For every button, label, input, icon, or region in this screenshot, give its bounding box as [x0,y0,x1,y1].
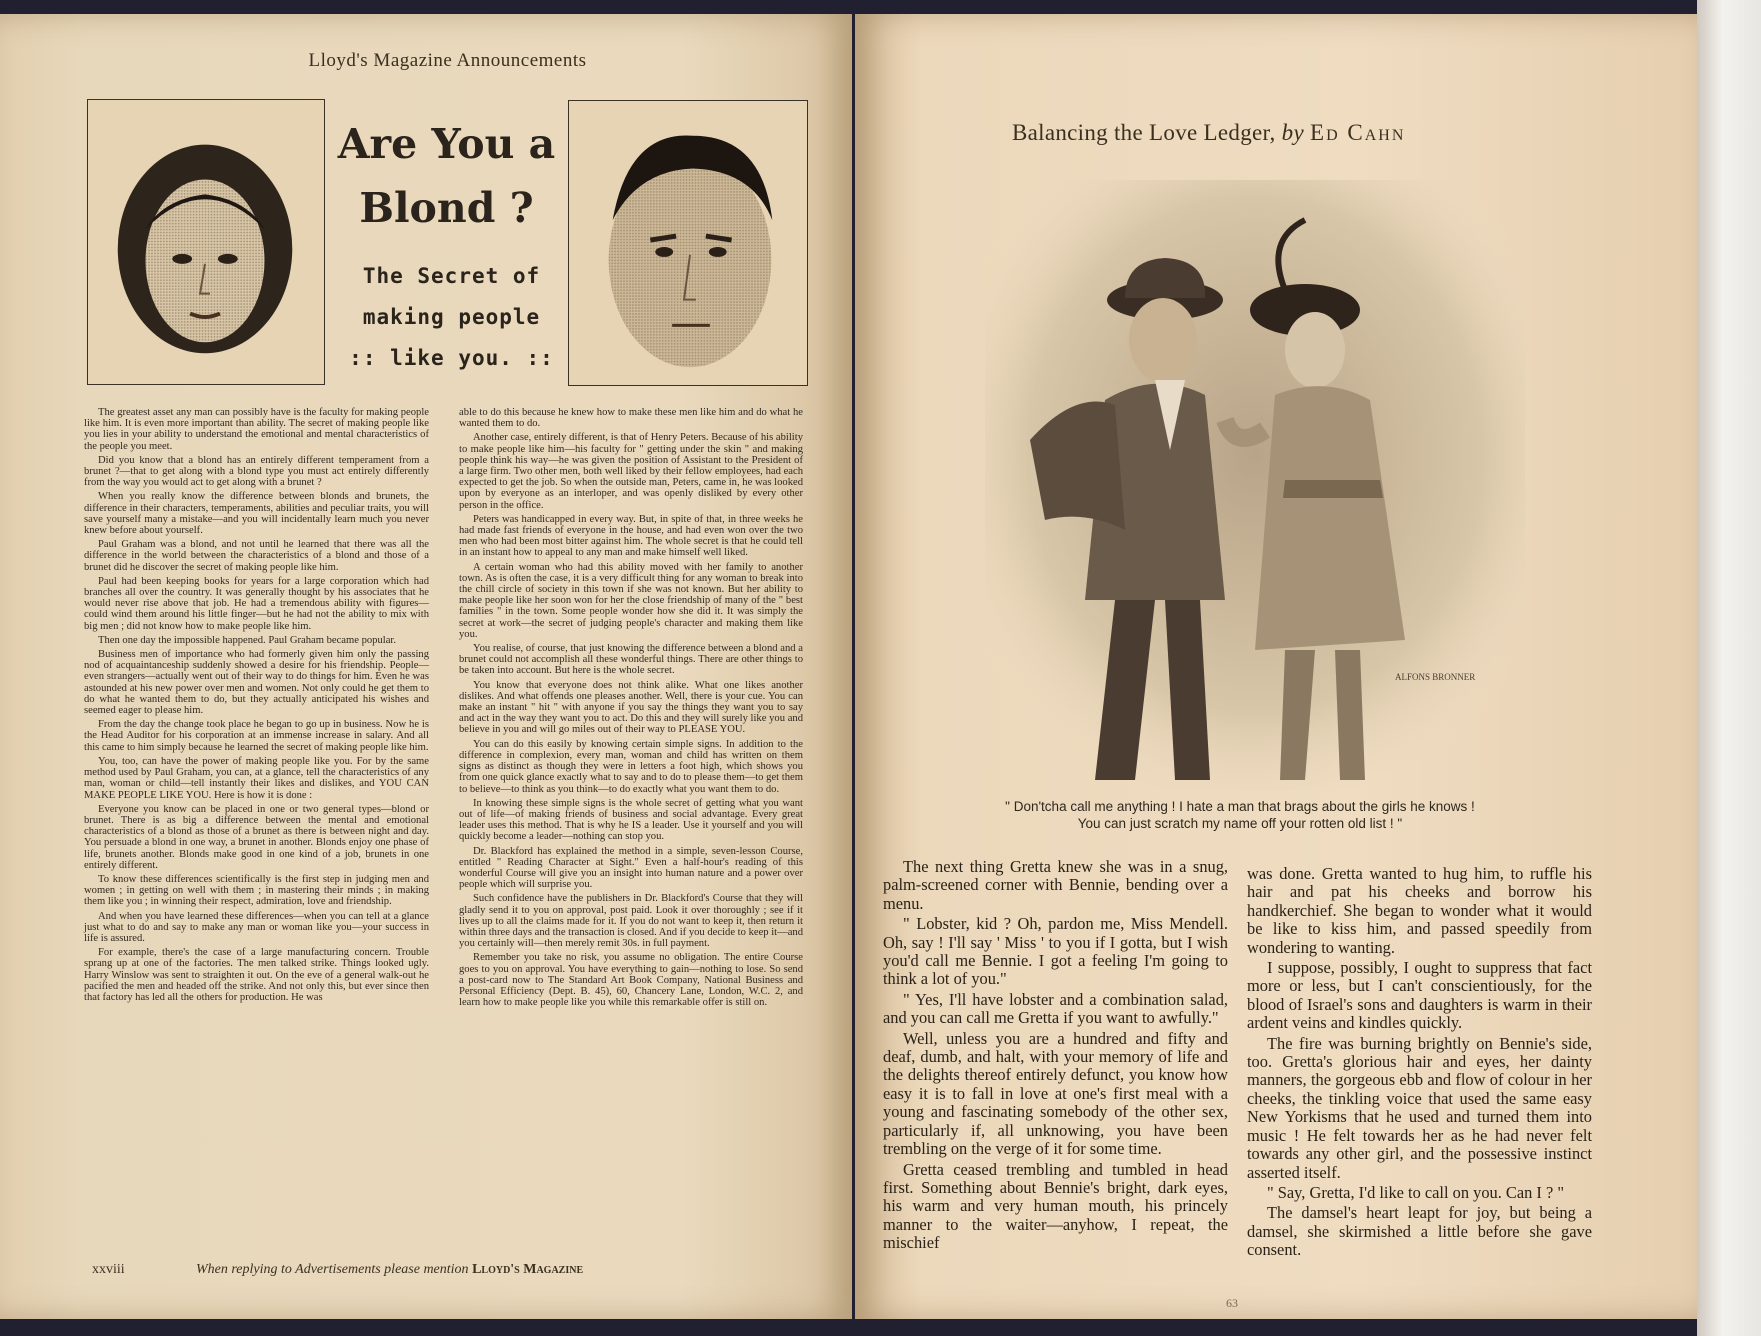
ad-paragraph: For example, there's the case of a large manufacturing concern. Trouble sprang up at one of the factories. The men talked strike. Things looked ugly. Harry Winslow was sent to straighten it out. On the eve of a general walk-out he pacified the men and headed off the strike. And not only this, but ever since then that factory has led all the others for production. He was [84,947,429,1003]
ad-paragraph: When you really know the difference between blonds and brunets, the difference in their characters, temperaments, abilities and peculiar traits, you will save yourself many a mistake—and you will incidentally learn much you never knew before about yourself. [84,491,429,537]
ad-body-column-2 [459,407,803,1011]
ad-paragraph: You realise, of course, that just knowing the difference between a blond and a brunet could not accomplish all these wonderful things. There are other things to be taken into account. But here is the whole secret. [459,643,803,677]
page-edge [1697,0,1761,1336]
page-header: Lloyd's Magazine Announcements [308,50,587,71]
ad-paragraph: Did you know that a blond has an entirely different temperament from a brunet ?—that to get along with a blond type you must act entirely differently from the way you would act to get along with a brunet ? [84,454,429,489]
story-column-1 [883,858,1228,1255]
ad-subheadline-line: :: like you. :: [349,346,554,370]
story-paragraph: " Yes, I'll have lobster and a combination salad, and you can call me Gretta if you want to awfully." [883,989,1228,1028]
ad-subheadline [330,256,573,379]
blond-woman-portrait [87,99,325,385]
story-column-2 [1247,865,1592,1262]
story-paragraph: was done. Gretta wanted to hug him, to ruffle his hair and pat his cheeks and borrow his handkerchief. She began to wonder what it would be like to kiss him, and passed speedily from wondering to wanting. [1247,864,1592,957]
ad-subheadline-line: The Secret of [362,264,541,288]
ad-paragraph: And when you have learned these differences—when you can tell at a glance just what to do and say to make any man or woman like you—your success in life is assured. [84,910,429,944]
ad-paragraph: A certain woman who had this ability moved with her family to another town. As is often the case, it is a very difficult thing for any woman to break into the chill circle of society in this town if she was not known. But her ability to make people like her soon won for her the close friendship of many of the " best families " in the town. Some people wonder how she did it. It was simply the secret at work—the secret of judging people's character and making them like you. [459,561,803,640]
ad-paragraph: Paul had been keeping books for years for a large corporation which had branches all over the country. It was generally thought by his associates that he would never rise above that job. He had a tremendous ability with figures—could wind them around his little finger—but he had not the ability to mix with big men ; did not know how to make people like him. [84,575,429,632]
ad-headline: Are You a Blond ? [337,120,556,232]
ad-paragraph: Another case, entirely different, is that of Henry Peters. Because of his ability to make people like him—his faculty for " getting under the skin " and making people think his way—he was given the position of Assistant to the President of a large firm. Two other men, both well liked by their fellow employees, had each expected to get the job. So when the outside man, Peters, came in, he was looked upon by everyone as an interloper, and was openly disliked by every other person in the office. [459,432,803,511]
illustration-signature: ALFONS BRONNER [1395,672,1476,682]
footer-notice [196,1262,583,1278]
ad-paragraph: From the day the change took place he began to go up in business. Now he is the Head Auditor for his corporation at an immense increase in salary. And all this came to him simply because he learned the secret of making people like him. [84,719,429,753]
story-title: Balancing the Love Ledger, [1012,120,1276,145]
ad-paragraph: Then one day the impossible happened. Paul Graham became popular. [98,634,397,646]
story-paragraph: The damsel's heart leapt for joy, but being a damsel, she skirmished a little before she gave consent. [1247,1203,1592,1260]
story-paragraph: The fire was burning brightly on Bennie's side, too. Gretta's glorious hair and eyes, her dainty manners, the gorgeous ebb and flow of colour in her cheeks, the tinkling voice that used the same easy New Yorkisms that he used and turned them into music ! He felt towards her as he had never felt towards any other girl, and the possessive instinct asserted itself. [1247,1033,1592,1182]
ad-paragraph: Business men of importance who had formerly given him only the passing nod of acquaintanceship suddenly showed a desire for his friendship. People—even strangers—actually went out of their way to do things for him. Even he was astounded at his new power over men and women. Not only could he get them to do what he wanted them to do, but they actually anticipated his wishes and seemed eager to please him. [84,649,429,717]
ad-paragraph: Peters was handicapped in every way. But, in spite of that, in three weeks he had made fast friends of everyone in the house, and had even won over the two men who had been most bitter against him. The whole secret is that he could tell in an instant how to appeal to any man and make himself well liked. [459,513,803,559]
ad-paragraph: Everyone you know can be placed in one or two general types—blond or brunet. There is as big a difference between the mental and emotional characteristics of a blond as those of a brunet as there is between night and day. You persuade a blond in one way, a brunet in another. Blonds enjoy one phase of life, brunets another. Blonds make good in one kind of a job, brunets in one entirely different. [84,803,429,871]
story-paragraph: " Say, Gretta, I'd like to call on you. Can I ? " [1267,1182,1565,1202]
ad-paragraph: You can do this easily by knowing certain simple signs. In addition to the difference in complexion, every man, woman and child has written on them signs as distinct as though they were in letters a foot high, which shows you from one quick glance exactly what to say and to do to please them—to get them to believe—to think as you think—to do exactly what you want them to do. [459,738,803,795]
story-header [1012,120,1405,146]
story-author: Ed Cahn [1310,120,1406,145]
page-number: xxviii [92,1262,125,1277]
ad-paragraph: You, too, can have the power of making people like you. For by the same method used by Paul Graham, you can, at a glance, tell the characteristics of any man, woman or child—tell instantly their likes and dislikes, and YOU CAN MAKE PEOPLE LIKE YOU. Here is how it is done : [84,755,429,801]
ad-paragraph: Dr. Blackford has explained the method in a simple, seven-lesson Course, entitled " Reading Character at Sight." Even a half-hour's reading of this wonderful Course will give you an insight into human nature and a power over people which will surprise you. [459,845,803,891]
caption-line: You can just scratch my name off your rotten old list ! " [1077,816,1403,831]
story-paragraph: Gretta ceased trembling and tumbled in head first. Something about Bennie's bright, dark eyes, his warm and very human mouth, his princely manner to the waiter—anyhow, I repeat, the mischief [883,1159,1228,1253]
story-byline: by [1281,120,1304,145]
footer-magazine-name: Lloyd's Magazine [472,1262,584,1277]
page-number: 63 [1226,1296,1238,1310]
ad-paragraph: Paul Graham was a blond, and not until he learned that there was all the difference in the world between the characteristics of a blond and those of a brunet did he discover the secret of making people like him. [84,539,429,573]
story-paragraph: I suppose, possibly, I ought to suppress that fact more or less, but I can't conscientiously, for the blood of Israel's sons and daughters is warm in their ardent veins and kindles quickly. [1247,958,1592,1033]
ad-subheadline-line: making people [362,305,541,329]
story-illustration [985,180,1525,790]
ad-paragraph: In knowing these simple signs is the whole secret of getting what you want out of life—of making friends of business and social advantage. Every great leader uses this method. That is why he IS a leader. Use it yourself and you will quickly become a leader—nothing can stop you. [459,797,803,843]
caption-line: " Don'tcha call me anything ! I hate a man that brags about the girls he knows ! [1005,799,1475,814]
ad-paragraph: You know that everyone does not think alike. What one likes another dislikes. And what offends one pleases another. Well, there is your cue. You can make an instant " hit " with anyone if you say the things they want you to say and act in the way they want you to act. Do this and they will surely like you and believe in you and will go miles out of their way to PLEASE YOU. [459,679,803,736]
ad-body-column-1 [84,407,429,1006]
brunet-man-portrait [568,100,808,386]
story-paragraph: The next thing Gretta knew she was in a snug, palm-screened corner with Bennie, bending over a menu. [883,857,1228,913]
footer-notice-text: When replying to Advertisements please mention [196,1262,469,1277]
ad-paragraph: To know these differences scientifically is the first step in judging men and women ; in getting on well with them ; in mastering their minds ; in making them like you ; in winning their respect, admiration, love and friendship. [84,873,429,908]
story-paragraph: " Lobster, kid ? Oh, pardon me, Miss Mendell. Oh, say ! I'll say ' Miss ' to you if I gotta, but I wish you'd call me Bennie. I got a feeling I'm going to think a lot of you." [883,914,1228,989]
ad-paragraph: Remember you take no risk, you assume no obligation. The entire Course goes to you on approval. You have everything to gain—nothing to lose. So send a post-card now to The Standard Art Book Company, National Business and Personal Efficiency (Dept. B. 45), 60, Chancery Lane, London, W.C. 2, and learn how to make people like you while this remarkable offer is still on. [459,952,803,1009]
illustration-caption [920,798,1560,832]
ad-paragraph: The greatest asset any man can possibly have is the faculty for making people like him. It is even more important than ability. The secret of making people like you lies in your ability to understand the emotional and mental characteristics of the people you meet. [84,407,429,452]
ad-paragraph: able to do this because he knew how to make these men like him and do what he wanted them to do. [459,407,803,430]
story-paragraph: Well, unless you are a hundred and fifty and deaf, dumb, and halt, with your memory of life and the delights thereof entirely defunct, you know how easy it is to fall in love at one's first meal with a young and fascinating somebody of the other sex, particularly if, all unknowing, you have been trembling on the verge of it for some time. [883,1028,1228,1159]
ad-paragraph: Such confidence have the publishers in Dr. Blackford's Course that they will gladly send it to you on approval, post paid. Look it over thoroughly ; see if it lives up to all the claims made for it. If you do not want to keep it, then return it within three days and the transaction is closed. And if you decide to keep it—and you certainly will—then merely remit 30s. in full payment. [459,893,803,950]
